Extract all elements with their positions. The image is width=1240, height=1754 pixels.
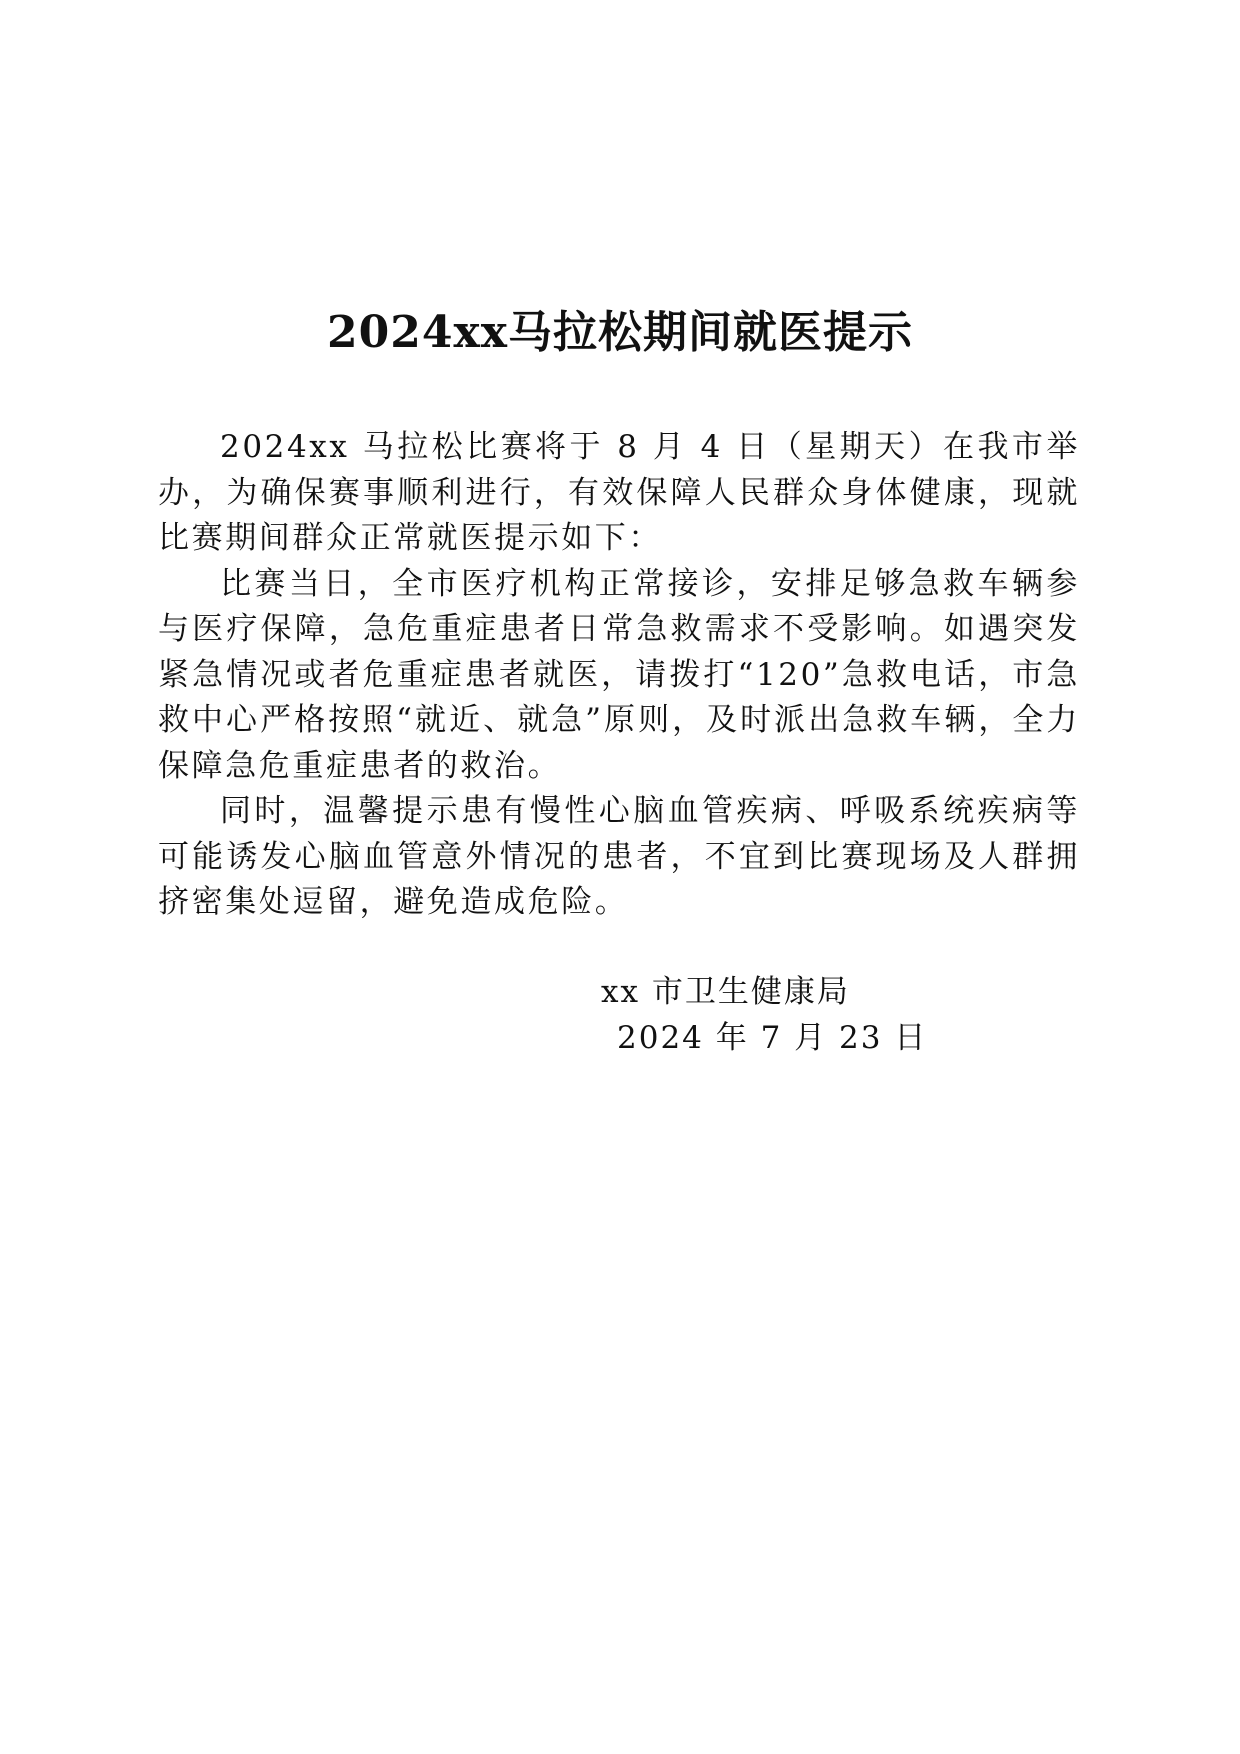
paragraph-medical-service: 比赛当日，全市医疗机构正常接诊，安排足够急救车辆参与医疗保障，急危重症患者日常急救需求不受影响。如遇突发紧急情况或者危重症患者就医，请拨打“120”急救电话，市急救中心严格按照“就近、就急”原则，及时派出急救车辆，全力保障急危重症患者的救治。 bbox=[158, 565, 1080, 784]
document-body bbox=[158, 425, 1080, 926]
paragraph-health-reminder: 同时，温馨提示患有慢性心脑血管疾病、呼吸系统疾病等可能诱发心脑血管意外情况的患者，不宜到比赛现场及人群拥挤密集处逗留，避免造成危险。 bbox=[158, 793, 1080, 920]
document-title: 2024xx马拉松期间就医提示 bbox=[327, 307, 913, 358]
signature-organization: xx 市卫生健康局 bbox=[601, 974, 850, 1010]
signature-date: 2024 年 7 月 23 日 bbox=[617, 1020, 928, 1056]
paragraph-intro: 2024xx 马拉松比赛将于 8 月 4 日（星期天）在我市举办，为确保赛事顺利进行，有效保障人民群众身体健康，现就比赛期间群众正常就医提示如下： bbox=[158, 429, 1080, 556]
